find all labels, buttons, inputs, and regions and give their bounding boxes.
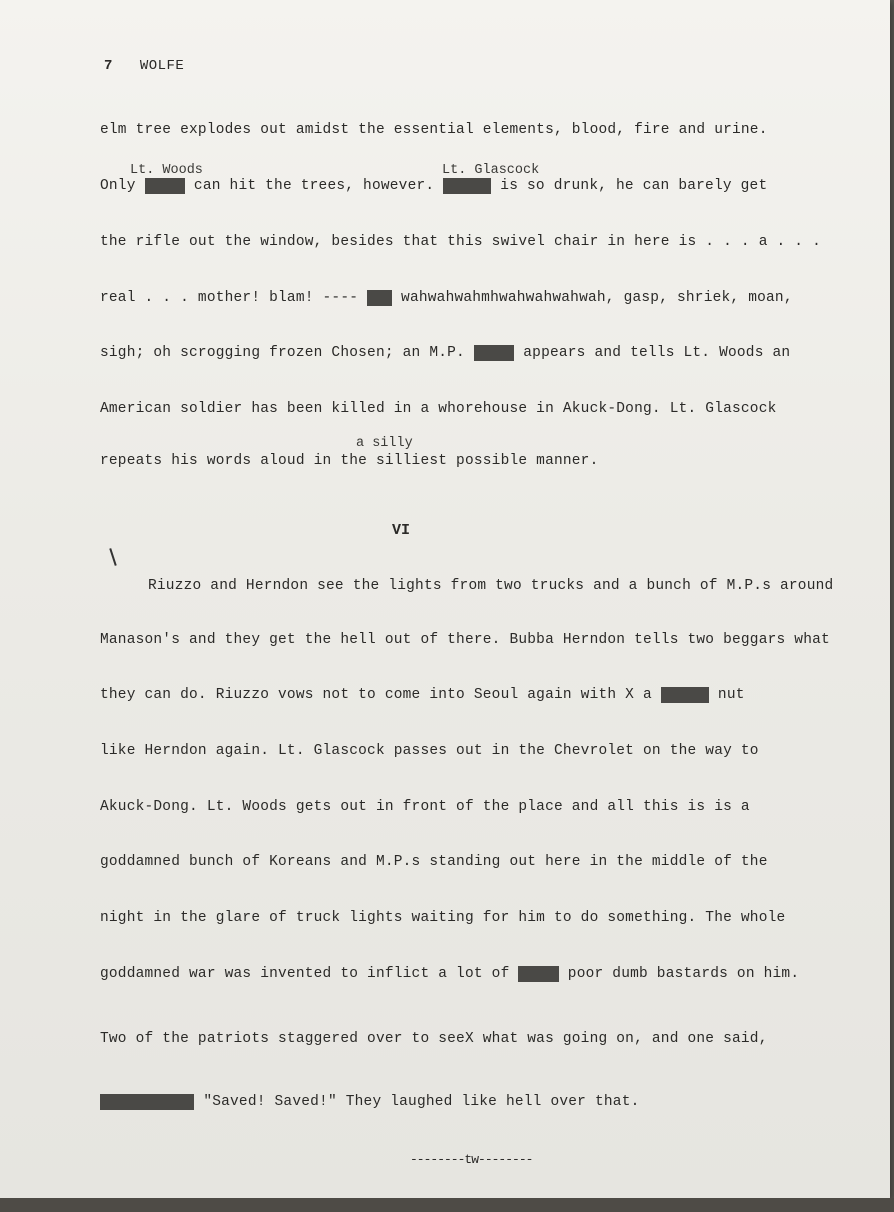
struck-text	[100, 1094, 194, 1110]
text-line: elm tree explodes out amidst the essential elements, blood, fire and urine.	[100, 122, 768, 138]
text-line: repeats his words aloud in the silliest possible manner.	[100, 453, 599, 469]
handwritten-insertion: Lt. Glascock	[442, 163, 540, 178]
text-line: Riuzzo and Herndon see the lights from two trucks and a bunch of M.P.s around	[148, 578, 834, 594]
struck-text	[474, 345, 515, 361]
text-line: Manason's and they get the hell out of there. Bubba Herndon tells two beggars what	[100, 632, 830, 648]
author-name: WOLFE	[139, 58, 185, 74]
struck-text	[443, 178, 491, 194]
text-line: real . . . mother! blam! ---- wahwahwahmhwahwahwahwah, gasp, shriek, moan,	[100, 290, 793, 306]
struck-text	[518, 966, 559, 982]
text-line: like Herndon again. Lt. Glascock passes out in the Chevrolet on the way to	[100, 743, 759, 759]
text-line: the rifle out the window, besides that this swivel chair in here is . . . a . . .	[100, 234, 822, 250]
pen-mark	[109, 548, 116, 566]
section-heading: VI	[392, 522, 411, 539]
text-line: Two of the patriots staggered over to seeX what was going on, and one said,	[100, 1031, 768, 1047]
text-line: goddamned bunch of Koreans and M.P.s standing out here in the middle of the	[100, 854, 768, 870]
end-mark: --------tw--------	[410, 1152, 533, 1167]
page-number: 7	[104, 58, 113, 74]
struck-text	[367, 290, 392, 306]
handwritten-insertion: a silly	[356, 436, 413, 451]
text-line: Only can hit the trees, however. is so drunk, he can barely get	[100, 178, 768, 194]
text-line: goddamned war was invented to inflict a lot of poor dumb bastards on him.	[100, 966, 800, 982]
struck-text	[145, 178, 186, 194]
text-line: "Saved! Saved!" They laughed like hell over that.	[100, 1094, 640, 1110]
scan-background	[0, 1198, 894, 1212]
page-header	[104, 58, 184, 74]
text-line: sigh; oh scrogging frozen Chosen; an M.P. appears and tells Lt. Woods an	[100, 345, 791, 361]
text-line: night in the glare of truck lights waiting for him to do something. The whole	[100, 910, 786, 926]
handwritten-insertion: Lt. Woods	[130, 163, 203, 178]
text-line: American soldier has been killed in a whorehouse in Akuck-Dong. Lt. Glascock	[100, 401, 777, 417]
text-line: Akuck-Dong. Lt. Woods gets out in front of the place and all this is is a	[100, 799, 750, 815]
text-line: they can do. Riuzzo vows not to come into Seoul again with X a nut	[100, 687, 745, 703]
struck-text	[661, 687, 709, 703]
